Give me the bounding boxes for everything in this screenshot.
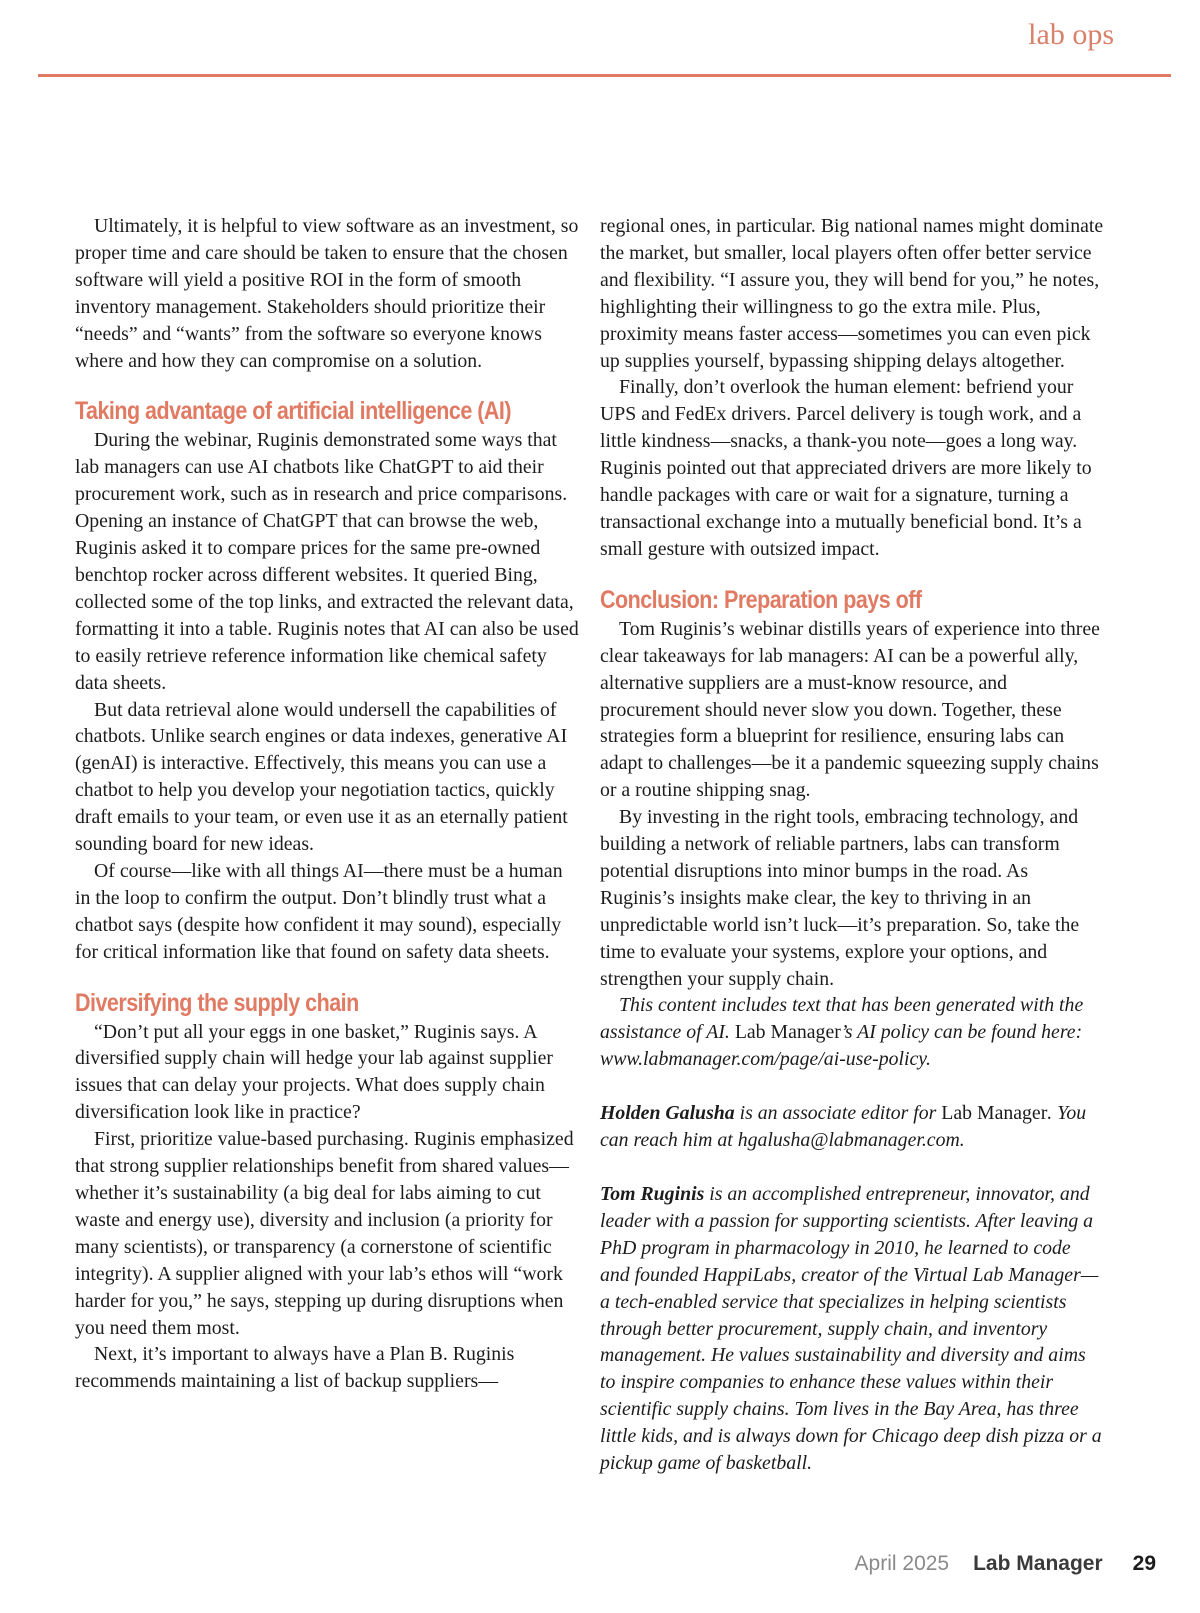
bio-magazine: Lab Manager bbox=[941, 1102, 1048, 1125]
paragraph: “Don’t put all your eggs in one basket,” Ruginis says. A diversified supply chain will hedge your lab against supplier issues that can delay your projects. What does supply chain diversification look like in practice? bbox=[75, 1020, 553, 1124]
section-heading-supply-chain: Diversifying the supply chain bbox=[75, 988, 359, 1017]
paragraph: By investing in the right tools, embracing technology, and building a network of reliable partners, labs can transform potential disruptions into minor bumps in the road. As Ruginis’s insights make clear, the key to thriving in an unpredictable world isn’t luck—it’s preparation. So, take the time to evaluate your systems, explore your options, and strengthen your supply chain. bbox=[600, 806, 1080, 990]
ai-disclosure-note bbox=[600, 992, 1105, 1073]
issue-date: April 2025 bbox=[854, 1552, 950, 1575]
author-bio-tom bbox=[600, 1181, 1105, 1477]
author-name: Holden Galusha bbox=[600, 1102, 735, 1125]
section-heading-ai: Taking advantage of artificial intelligence (AI) bbox=[75, 397, 511, 426]
left-column bbox=[75, 213, 580, 1395]
paragraph: Finally, don’t overlook the human element: befriend your UPS and FedEx drivers. Parcel delivery is tough work, and a little kindness—snacks, a thank-you note—goes a long way. Ruginis pointed out that appreciated drivers are more likely to handle packages with care or wait for a signature, turning a transactional exchange into a mutually beneficial bond. It’s a small gesture with outsized impact. bbox=[600, 376, 1092, 560]
author-bio-holden bbox=[600, 1100, 1105, 1154]
paragraph: regional ones, in particular. Big national names might dominate the market, but smaller, local players often offer better service and flexibility. “I assure you, they will bend for you,” he notes, highlighting their willingness to go the extra mile. Plus, proximity means faster access—sometimes you can even pick up supplies yourself, bypassing shipping delays altogether. bbox=[600, 215, 1104, 372]
ai-note-text: This content includes text that has been generated with the assistance of AI. bbox=[600, 994, 1084, 1044]
paragraph: Tom Ruginis’s webinar distills years of experience into three clear takeaways for lab managers: AI can be a powerful ally, alternative suppliers are a must-know resource, and procurement should never slow you down. Together, these strategies form a blueprint for resilience, ensuring labs can adapt to challenges—be it a pandemic squeezing supply chains or a routine shipping snag. bbox=[600, 617, 1100, 802]
page-footer bbox=[855, 1552, 1156, 1576]
paragraph: During the webinar, Ruginis demonstrated some ways that lab managers can use AI chatbots like ChatGPT to aid their procurement work, such as in research and price comparisons. Opening an instance of ChatGPT that can browse the web, Ruginis asked it to compare prices for the same pre-owned benchtop rocker across different websites. It queried Bing, collected some of the top links, and extracted the relevant data, formatting it into a table. Ruginis notes that AI can also be used to easily retrieve reference information like chemical safety data sheets. bbox=[75, 429, 579, 694]
section-heading-conclusion: Conclusion: Preparation pays off bbox=[600, 585, 922, 614]
bio-contact: . You can reach him at hgalusha@labmanager.com. bbox=[600, 1102, 1087, 1152]
bio-text: is an accomplished entrepreneur, innovator, and leader with a passion for supporting scientists. After leaving a PhD program in pharmacology in 2010, he learned to code and founded HappiLabs, creator of the Virtual Lab Manager—a tech-enabled service that specializes in helping scientists through better procurement, supply chain, and inventory management. He values sustainability and diversity and aims to inspire companies to enhance these values within their scientific supply chains. Tom lives in the Bay Area, has three little kids, and is always down for Chicago deep dish pizza or a pickup game of basketball. bbox=[600, 1183, 1102, 1475]
magazine-name: Lab Manager bbox=[973, 1552, 1103, 1575]
author-name: Tom Ruginis bbox=[600, 1183, 705, 1205]
section-label: lab ops bbox=[1028, 18, 1114, 51]
bio-text: is an associate editor for bbox=[739, 1102, 937, 1125]
paragraph: But data retrieval alone would undersell the capabilities of chatbots. Unlike search engines or data indexes, generative AI (genAI) is interactive. Effectively, this means you can use a chatbot to help you develop your negotiation tactics, quickly draft emails to your team, or even use it as an eternally patient sounding board for new ideas. bbox=[75, 698, 568, 856]
paragraph: Of course—like with all things AI—there must be a human in the loop to confirm the output. Don’t blindly trust what a chatbot says (despite how confident it may sound), especially for critical information like that found on safety data sheets. bbox=[75, 859, 563, 963]
header-rule bbox=[38, 74, 1171, 77]
paragraph: First, prioritize value-based purchasing. Ruginis emphasized that strong supplier relationships benefit from shared values—whether it’s sustainability (a big deal for labs aiming to cut waste and energy use), diversity and inclusion (a priority for many scientists), or transparency (a cornerstone of scientific integrity). A supplier aligned with your lab’s ethos will “work harder for you,” he says, stepping up during disruptions when you need them most. bbox=[75, 1128, 574, 1339]
right-column bbox=[600, 213, 1105, 1477]
ai-note-policy: ’s AI policy can be found here: www.labmanager.com/page/ai-use-policy. bbox=[600, 1021, 1083, 1071]
paragraph: Ultimately, it is helpful to view software as an investment, so proper time and care should be taken to ensure that the chosen software will yield a positive ROI in the form of smooth inventory management. Stakeholders should prioritize their “needs” and “wants” from the software so everyone knows where and how they can compromise on a solution. bbox=[75, 215, 579, 372]
paragraph: Next, it’s important to always have a Plan B. Ruginis recommends maintaining a list of backup suppliers— bbox=[75, 1343, 515, 1393]
page-number: 29 bbox=[1132, 1552, 1156, 1575]
ai-note-magazine: Lab Manager bbox=[734, 1021, 841, 1044]
